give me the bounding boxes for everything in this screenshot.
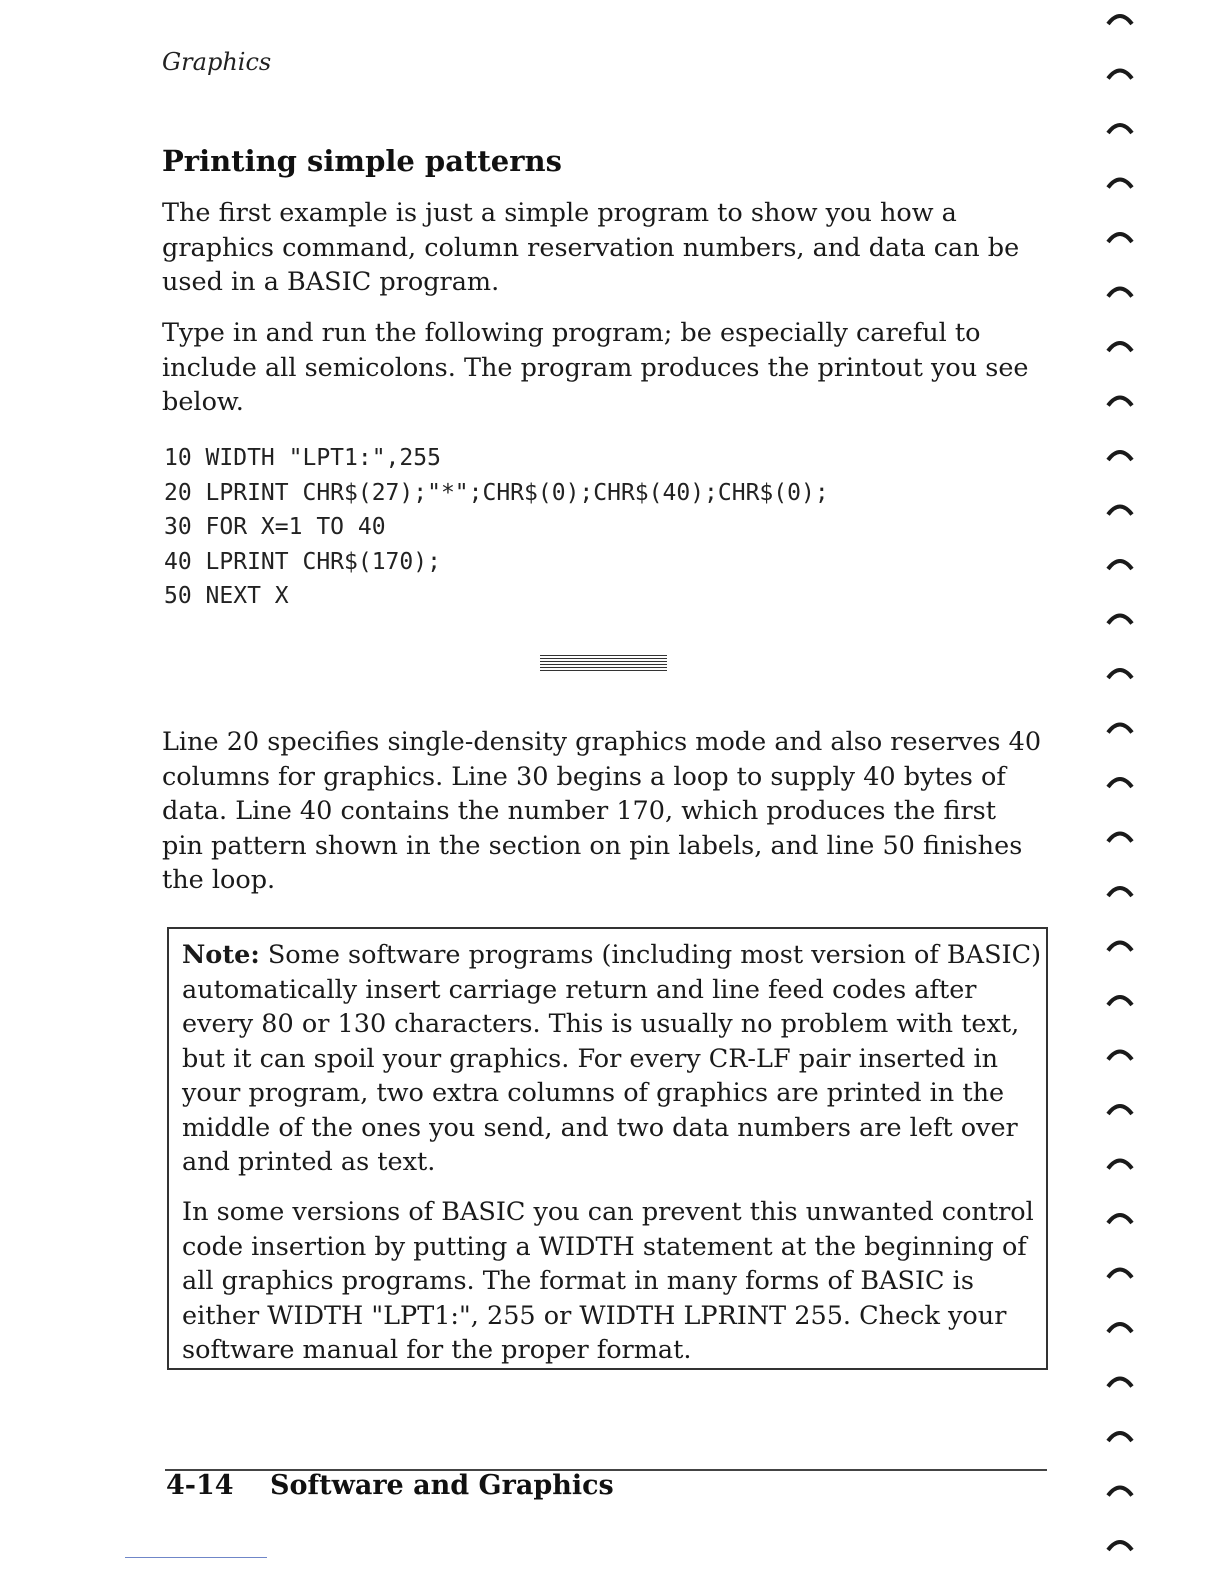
- binding-hole: [1108, 888, 1132, 896]
- instruction-paragraph: Type in and run the following program; be especially careful to include all semicolons. The program produces the printout you see below.: [162, 318, 1029, 417]
- binding-hole: [1108, 1161, 1132, 1169]
- note-text: Some software programs (including most version of BASIC) automatically insert carriage return and line feed codes after every 80 or 130 characters. This is usually no problem with text, but it can spoil your graphics. For every CR-LF pair inserted in your program, two extra columns of graphics are printed in the middle of the ones you send, and two data numbers are left over and printed as text.: [182, 940, 1042, 1177]
- page-footer: [166, 1470, 614, 1501]
- binding-hole: [1108, 1488, 1132, 1496]
- spiral-binding-holes: [1100, 0, 1140, 1584]
- binding-hole: [1108, 71, 1132, 79]
- scan-edge-mark: [125, 1557, 267, 1558]
- binding-hole: [1108, 289, 1132, 297]
- binding-hole: [1108, 1270, 1132, 1278]
- chapter-title: Software and Graphics: [270, 1470, 614, 1501]
- binding-hole: [1108, 779, 1132, 787]
- binding-hole: [1108, 125, 1132, 133]
- binding-hole: [1108, 616, 1132, 624]
- program-line: 30 FOR X=1 TO 40: [164, 514, 386, 540]
- binding-hole: [1108, 452, 1132, 460]
- section-title: Printing simple patterns: [162, 144, 562, 178]
- binding-hole: [1108, 16, 1132, 24]
- note-label: Note:: [182, 940, 260, 970]
- binding-hole: [1108, 943, 1132, 951]
- binding-hole: [1108, 398, 1132, 406]
- binding-hole: [1108, 1052, 1132, 1060]
- binding-hole: [1108, 1542, 1132, 1550]
- binding-hole: [1108, 1215, 1132, 1223]
- program-line: 10 WIDTH "LPT1:",255: [164, 445, 441, 471]
- binding-hole: [1108, 180, 1132, 188]
- binding-hole: [1108, 1106, 1132, 1114]
- binding-hole: [1108, 234, 1132, 242]
- running-head: Graphics: [162, 48, 272, 76]
- binding-hole: [1108, 834, 1132, 842]
- binding-hole: [1108, 670, 1132, 678]
- explanation-paragraph: Line 20 specifies single-density graphics mode and also reserves 40 columns for graphics. Line 30 begins a loop to supply 40 bytes of data. Line 40 contains the number 170, which produces the first pin pattern shown in the section on pin labels, and line 50 finishes the loop.: [162, 727, 1042, 895]
- basic-program-listing: [164, 441, 829, 614]
- binding-hole: [1108, 507, 1132, 515]
- note-paragraph-2: In some versions of BASIC you can prevent this unwanted control code insertion by putting a WIDTH statement at the beginning of all graphics programs. The format in many forms of BASIC is either WIDTH "LPT1:", 255 or WIDTH LPRINT 255. Check your software manual for the proper format.: [182, 1197, 1034, 1365]
- note-paragraph-1: [182, 938, 1042, 1180]
- printout-pattern-sample: [540, 655, 667, 673]
- program-line: 20 LPRINT CHR$(27);"*";CHR$(0);CHR$(40);CHR$(0);: [164, 479, 829, 506]
- binding-hole: [1108, 1433, 1132, 1441]
- binding-hole: [1108, 1379, 1132, 1387]
- page-number: 4-14: [166, 1470, 234, 1501]
- intro-paragraph: The first example is just a simple program to show you how a graphics command, column reservation numbers, and data can be used in a BASIC program.: [162, 198, 1020, 297]
- binding-hole: [1108, 725, 1132, 733]
- program-line: 50 NEXT X: [164, 583, 289, 609]
- binding-hole: [1108, 1324, 1132, 1332]
- binding-hole: [1108, 343, 1132, 351]
- binding-hole: [1108, 997, 1132, 1005]
- binding-hole: [1108, 561, 1132, 569]
- note-box: [167, 927, 1048, 1370]
- program-line: 40 LPRINT CHR$(170);: [164, 548, 441, 575]
